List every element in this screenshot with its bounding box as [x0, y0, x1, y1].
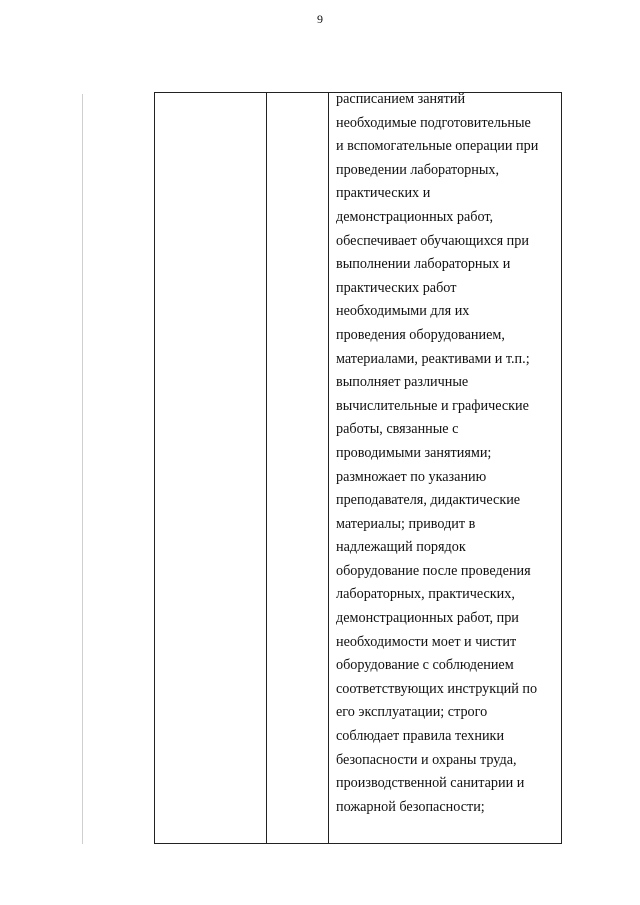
cell-text-line: необходимости моет и чистит [336, 633, 517, 650]
page-number: 9 [317, 12, 323, 26]
cell-text-line: обеспечивает обучающихся при [336, 232, 529, 249]
cell-text-line: расписанием занятий [336, 91, 466, 107]
cell-text-line: надлежащий порядок [336, 539, 466, 556]
cell-text-line: необходимыми для их [336, 303, 470, 320]
column-divider [328, 93, 329, 843]
cell-text-line: демонстрационных работ, [336, 208, 494, 225]
cell-text-line: и вспомогательные операции при [336, 138, 539, 155]
cell-text-line: соответствующих инструкций по [336, 680, 538, 697]
cell-text-line: материалы; приводит в [336, 515, 476, 532]
cell-text-line: пожарной безопасности; [336, 798, 485, 815]
cell-text-line: демонстрационных работ, при [336, 610, 519, 627]
cell-text-line: оборудование после проведения [336, 562, 531, 579]
cell-text-line: практических и [336, 185, 431, 202]
cell-text-line: его эксплуатации; строго [336, 704, 488, 721]
cell-text-line: лабораторных, практических, [336, 586, 515, 603]
cell-text-line: материалами, реактивами и т.п.; [336, 350, 530, 367]
cell-text-line: проводимыми занятиями; [336, 444, 492, 461]
cell-text-line: соблюдает правила техники [336, 728, 505, 745]
cell-text-line: размножает по указанию [336, 468, 487, 485]
cell-text-line: выполняет различные [336, 374, 469, 391]
cell-text-line: вычислительные и графические [336, 397, 529, 414]
cell-text-line: необходимые подготовительные [336, 114, 531, 131]
column-divider [266, 93, 267, 843]
cell-text-line: практических работ [336, 279, 457, 296]
cell-text-line: работы, связанные с [336, 421, 459, 438]
cell-text-line: преподавателя, дидактические [336, 492, 521, 509]
cell-text-line: проведении лабораторных, [336, 161, 500, 178]
table-cell-description [336, 88, 558, 819]
left-margin-rule [82, 94, 83, 844]
cell-text-line: проведения оборудованием, [336, 326, 505, 343]
cell-text-line: производственной санитарии и [336, 775, 525, 792]
cell-text-line: безопасности и охраны труда, [336, 751, 517, 768]
cell-text-line: оборудование с соблюдением [336, 657, 514, 674]
cell-text-line: выполнении лабораторных и [336, 256, 511, 273]
